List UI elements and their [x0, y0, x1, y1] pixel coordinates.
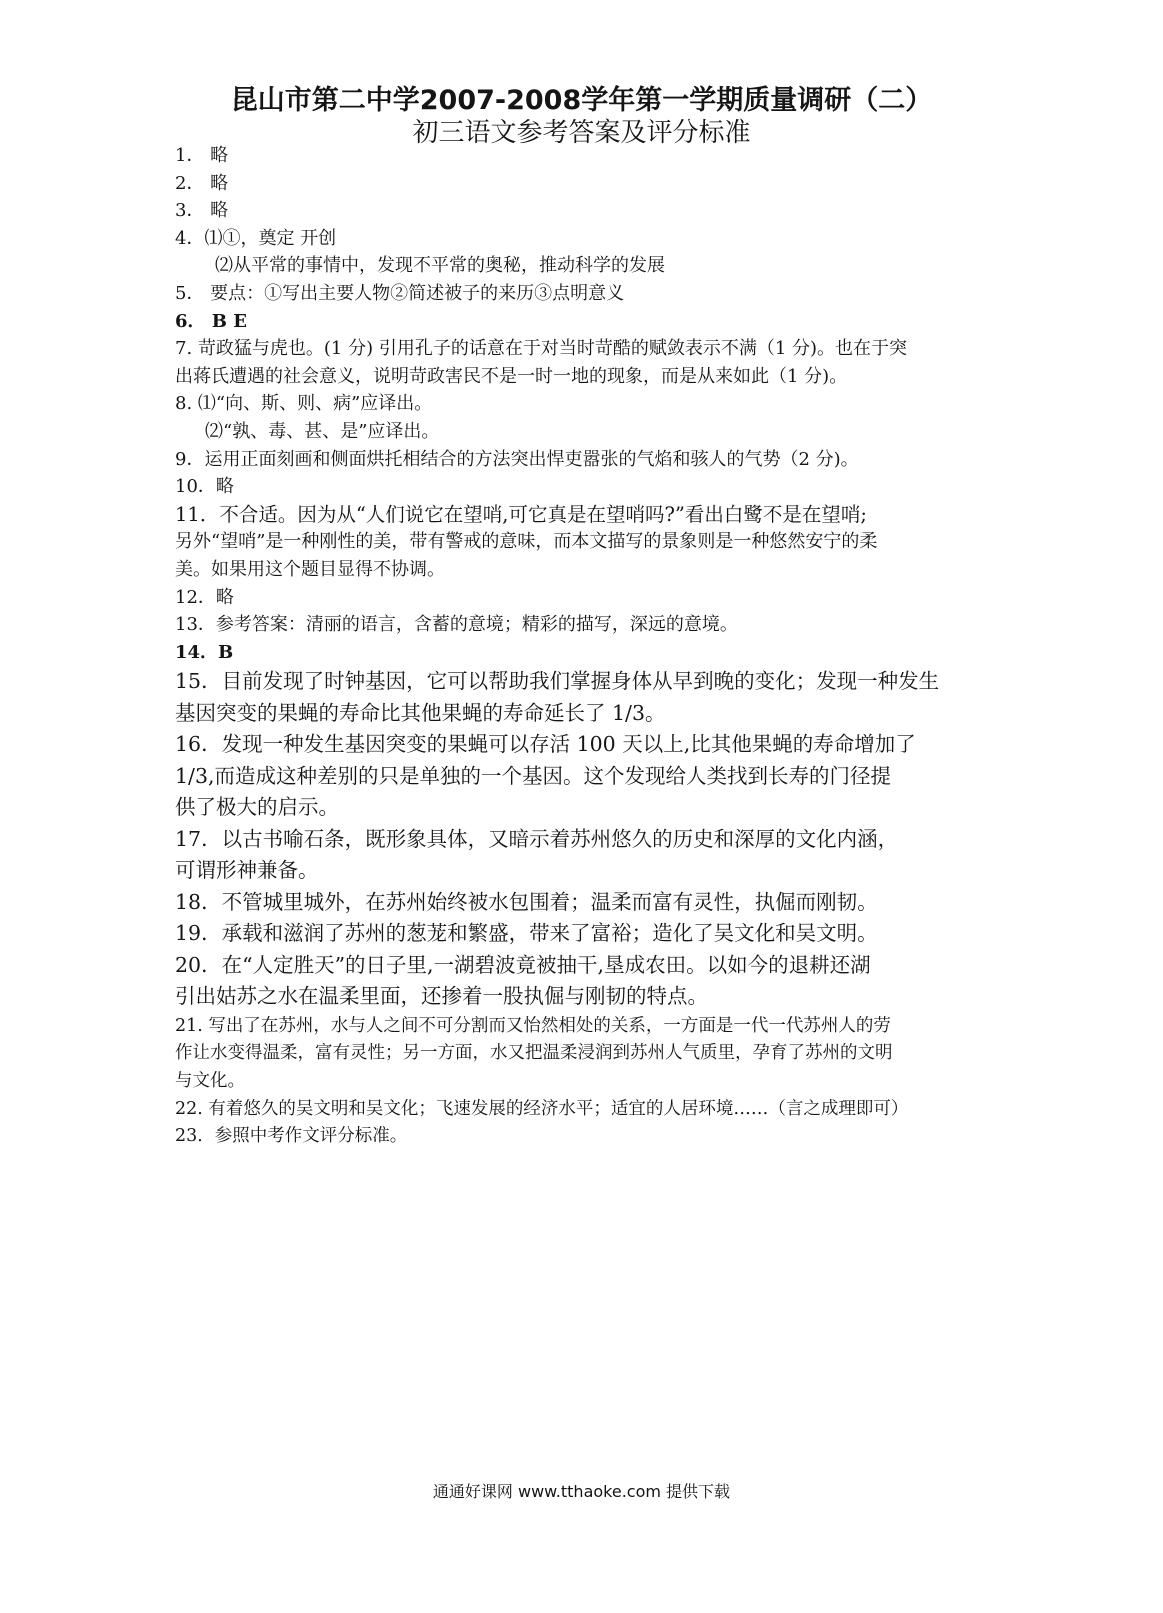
answer-3: 3． 略 — [175, 200, 229, 222]
answer-6: 6． B E — [175, 310, 247, 332]
answer-11-cont-1: 另外“望哨”是一种刚性的美，带有警戒的意味，而本文描写的景象则是一种悠然安宁的柔 — [175, 531, 878, 553]
answer-5: 5． 要点：①写出主要人物②简述被子的来历③点明意义 — [175, 282, 625, 304]
answer-4-part-2: ⑵从平常的事情中，发现不平常的奥秘，推动科学的发展 — [215, 255, 665, 277]
answer-22: 22. 有着悠久的吴文明和吴文化；飞速发展的经济水平；适宜的人居环境……（言之成理即可） — [175, 1098, 909, 1119]
page-subtitle: 初三语文参考答案及评分标准 — [412, 118, 751, 148]
answer-16-cont-2: 供了极大的启示。 — [175, 795, 339, 820]
answer-10: 10．略 — [175, 476, 234, 498]
answer-16-cont-1: 1/3,而造成这种差别的只是单独的一个基因。这个发现给人类找到长寿的门径提 — [175, 763, 892, 788]
answer-2: 2． 略 — [175, 172, 229, 194]
answer-8: 8. ⑴“向、斯、则、病”应译出。 — [175, 393, 433, 415]
answer-7-cont: 出蒋氏遭遇的社会意义，说明苛政害民不是一时一地的现象，而是从来如此（1 分)。 — [175, 365, 848, 387]
answer-8-part-2: ⑵“孰、毒、甚、是”应译出。 — [205, 420, 440, 442]
answer-21-cont-1: 作让水变得温柔，富有灵性；另一方面，水又把温柔浸润到苏州人气质里，孕育了苏州的文明 — [175, 1043, 893, 1064]
answer-4: 4．⑴①，奠定 开创 — [175, 227, 337, 249]
answer-12: 12．略 — [175, 586, 234, 608]
answer-19: 19．承载和滋润了苏州的葱茏和繁盛，带来了富裕；造化了吴文化和吴文明。 — [175, 921, 878, 946]
answer-20-cont: 引出姑苏之水在温柔里面，还掺着一股执倔与刚韧的特点。 — [175, 984, 708, 1009]
answer-15-cont: 基因突变的果蝇的寿命比其他果蝇的寿命延长了 1/3。 — [175, 700, 666, 725]
answer-11: 11．不合适。因为从“人们说它在望哨,可它真是在望哨吗?”看出白鹭不是在望哨; — [175, 502, 867, 526]
answer-21: 21. 写出了在苏州，水与人之间不可分割而又怡然相处的关系，一方面是一代一代苏州人的劳 — [175, 1015, 891, 1036]
footer-source: 通通好课网 www.tthaoke.com 提供下载 — [432, 1482, 731, 1501]
answer-21-cont-2: 与文化。 — [175, 1070, 245, 1091]
answer-9: 9．运用正面刻画和侧面烘托相结合的方法突出悍吏嚣张的气焰和骇人的气势（2 分)。 — [175, 448, 859, 470]
answer-17-cont: 可谓形神兼备。 — [175, 858, 319, 883]
answer-13: 13．参考答案：清丽的语言，含蓄的意境；精彩的描写，深远的意境。 — [175, 614, 738, 636]
answer-16: 16．发现一种发生基因突变的果蝇可以存活 100 天以上,比其他果蝇的寿命增加了 — [175, 732, 916, 757]
answer-18: 18．不管城里城外，在苏州始终被水包围着；温柔而富有灵性，执倔而刚韧。 — [175, 889, 878, 914]
answer-23: 23．参照中考作文评分标准。 — [175, 1126, 408, 1147]
answer-1: 1． 略 — [175, 145, 229, 166]
answer-list — [175, 142, 1045, 1151]
page-title: 昆山市第二中学2007-2008学年第一学期质量调研（二） — [230, 85, 933, 116]
answer-20: 20．在“人定胜天”的日子里,一湖碧波竟被抽干,垦成农田。以如今的退耕还湖 — [175, 952, 871, 977]
answer-7: 7. 苛政猛与虎也。(1 分) 引用孔子的话意在于对当时苛酷的赋敛表示不满（1 分)。也在于突 — [175, 338, 908, 360]
answer-11-cont-2: 美。如果用这个题目显得不协调。 — [175, 558, 445, 580]
answer-15: 15．目前发现了时钟基因，它可以帮助我们掌握身体从早到晚的变化；发现一种发生 — [175, 669, 940, 694]
answer-17: 17．以古书喻石条，既形象具体，又暗示着苏州悠久的历史和深厚的文化内涵， — [175, 826, 899, 851]
answer-14: 14．B — [175, 641, 234, 663]
